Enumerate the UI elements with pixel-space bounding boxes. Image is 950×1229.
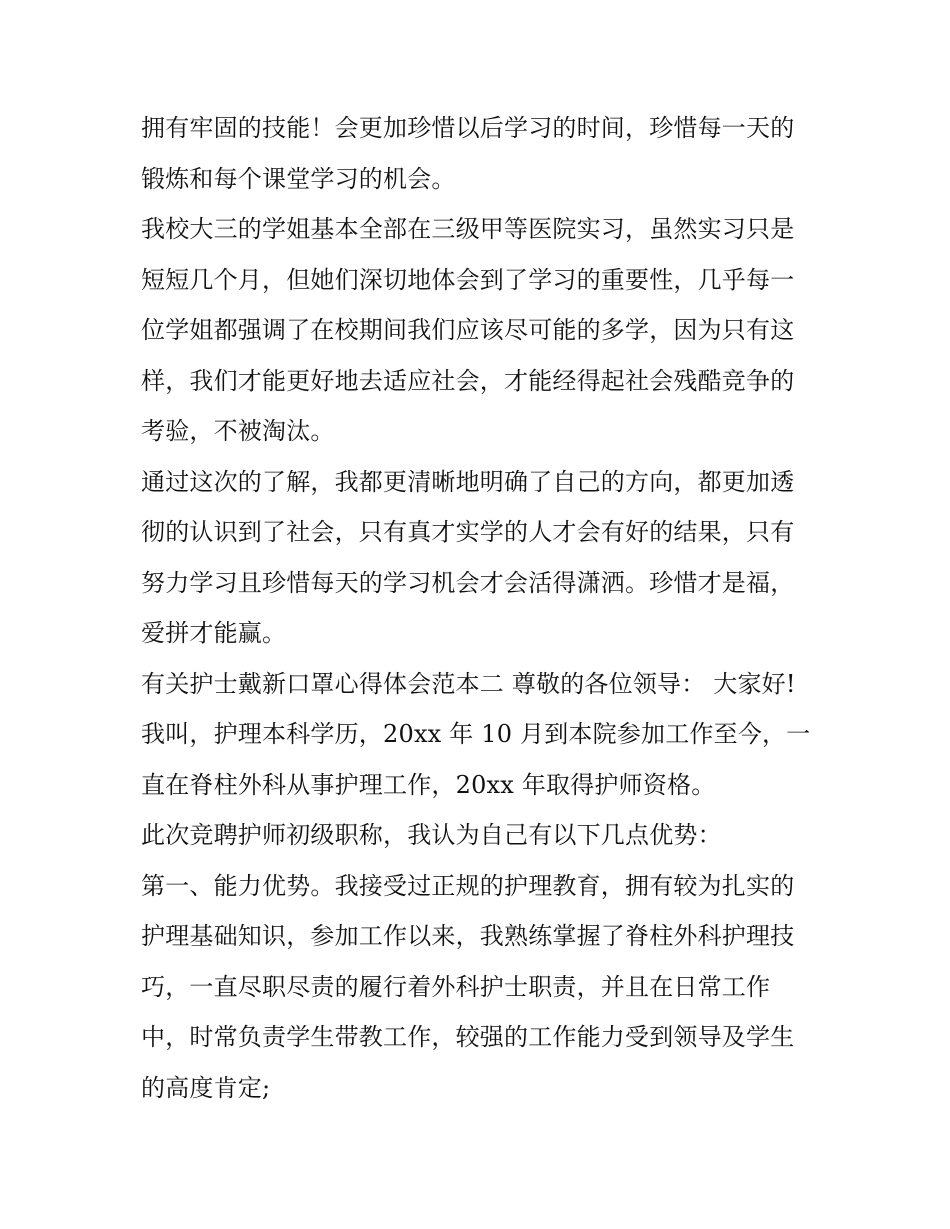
text-line: 彻的认识到了社会，只有真才实学的人才会有好的结果，只有 <box>141 518 795 546</box>
text-line: 样，我们才能更好地去适应社会，才能经得起社会残酷竞争的 <box>141 366 795 395</box>
text-line: 的高度肯定; <box>141 1073 271 1102</box>
text-line: 我叫，护理本科学历，20xx 年 10 月到本院参加工作至今，一 <box>141 720 811 748</box>
text-line: 护理基础知识，参加工作以来，我熟练掌握了脊柱外科护理技 <box>141 922 795 950</box>
text-line: 拥有牢固的技能！会更加珍惜以后学习的时间，珍惜每一天的 <box>141 114 795 142</box>
text-line: 中，时常负责学生带教工作，较强的工作能力受到领导及学生 <box>141 1023 795 1051</box>
text-line: 考验，不被淘汰。 <box>141 417 335 445</box>
text-line: 直在脊柱外科从事护理工作，20xx 年取得护师资格。 <box>141 770 716 799</box>
document-body <box>141 103 821 1113</box>
text-line: 我校大三的学姐基本全部在三级甲等医院实习，虽然实习只是 <box>141 215 795 243</box>
text-line: 锻炼和每个课堂学习的机会。 <box>141 164 456 193</box>
text-line: 短短几个月，但她们深切地体会到了学习的重要性，几乎每一 <box>141 265 795 294</box>
text-line: 通过这次的了解，我都更清晰地明确了自己的方向，都更加透 <box>141 467 795 496</box>
text-line: 爱拼才能赢。 <box>141 619 287 647</box>
text-line: 努力学习且珍惜每天的学习机会才会活得潇洒。珍惜才是福， <box>141 568 795 597</box>
text-line: 此次竞聘护师初级职称，我认为自己有以下几点优势： <box>141 821 722 849</box>
text-line: 巧，一直尽职尽责的履行着外科护士职责，并且在日常工作 <box>141 972 771 1001</box>
text-line: 位学姐都强调了在校期间我们应该尽可能的多学，因为只有这 <box>141 316 795 344</box>
text-line: 有关护士戴新口罩心得体会范本二 尊敬的各位领导： 大家好! <box>141 669 796 698</box>
text-line: 第一、能力优势。我接受过正规的护理教育，拥有较为扎实的 <box>141 871 795 900</box>
